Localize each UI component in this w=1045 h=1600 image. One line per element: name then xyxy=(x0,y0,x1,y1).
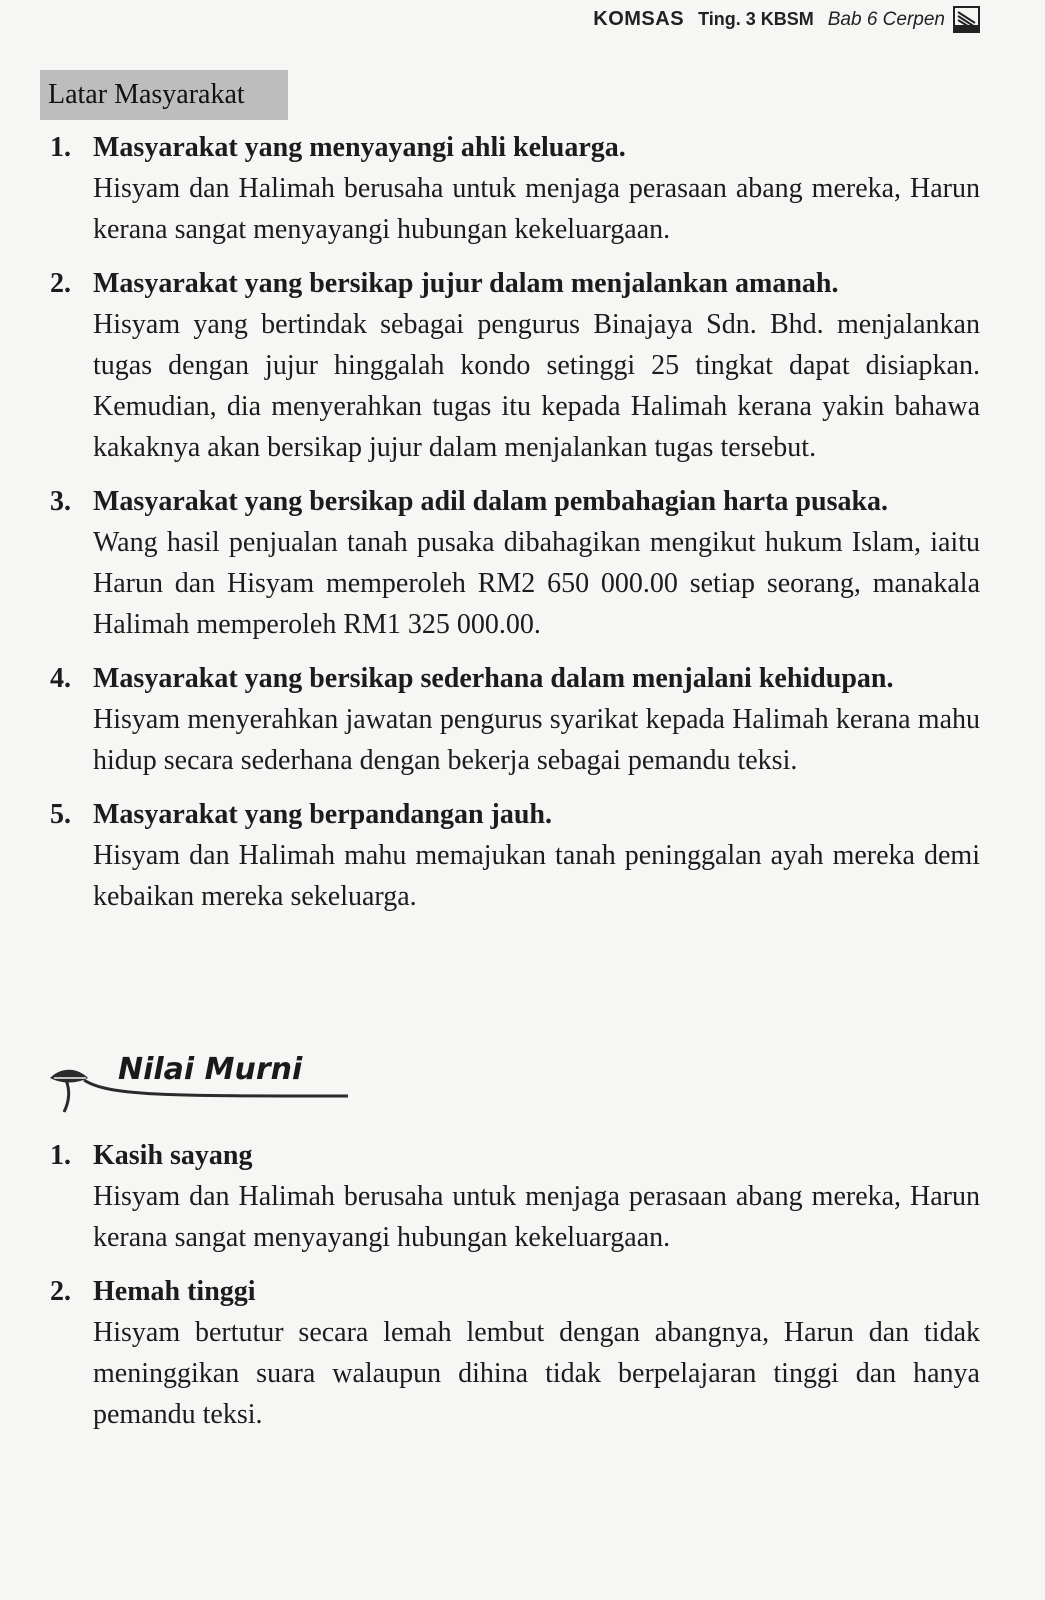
nilai-list xyxy=(50,1136,980,1435)
publisher-logo-icon xyxy=(953,6,980,33)
item-body: Hisyam menyerahkan jawatan pengurus syarikat kepada Halimah kerana mahu hidup secara sederhana dengan bekerja sebagai pemandu teksi. xyxy=(93,704,980,776)
list-item xyxy=(50,1272,980,1435)
publisher-logo-graphic xyxy=(955,8,978,31)
item-body: Wang hasil penjualan tanah pusaka dibahagikan mengikut hukum Islam, iaitu Harun dan Hisyam memperoleh RM2 650 000.00 setiap seorang, manakala Halimah memperoleh RM1 325 000.00. xyxy=(93,527,980,640)
list-item xyxy=(50,482,980,645)
latar-list xyxy=(50,128,980,917)
item-title: Masyarakat yang menyayangi ahli keluarga. xyxy=(93,132,626,163)
list-item xyxy=(50,795,980,917)
item-number: 2. xyxy=(50,1276,71,1307)
latar-masyarakat-heading: Latar Masyarakat xyxy=(40,70,288,120)
item-title: Masyarakat yang bersikap adil dalam pembahagian harta pusaka. xyxy=(93,486,889,517)
nilai-murni-title: Nilai Murni xyxy=(118,1052,303,1087)
item-title: Masyarakat yang bersikap jujur dalam menjalankan amanah. xyxy=(93,268,839,299)
item-body: Hisyam yang bertindak sebagai pengurus Binajaya Sdn. Bhd. menjalankan tugas dengan jujur hinggalah kondo setinggi 25 tingkat dapat disiapkan. Kemudian, dia menyerahkan tugas itu kepada Halimah kerana yakin bahawa kakaknya akan bersikap jujur dalam menjalankan tugas tersebut. xyxy=(93,309,980,463)
header-komsas: KOMSAS xyxy=(593,8,685,30)
item-title: Masyarakat yang berpandangan jauh. xyxy=(93,799,552,830)
list-item xyxy=(50,264,980,468)
item-title: Masyarakat yang bersikap sederhana dalam menjalani kehidupan. xyxy=(93,663,894,694)
item-number: 1. xyxy=(50,132,71,163)
item-number: 5. xyxy=(50,799,71,830)
header-level: Ting. 3 KBSM xyxy=(698,9,814,29)
item-number: 1. xyxy=(50,1140,71,1171)
item-body: Hisyam dan Halimah berusaha untuk menjaga perasaan abang mereka, Harun kerana sangat menyayangi hubungan kekeluargaan. xyxy=(93,1181,980,1253)
item-number: 2. xyxy=(50,268,71,299)
item-body: Hisyam dan Halimah berusaha untuk menjaga perasaan abang mereka, Harun kerana sangat menyayangi hubungan kekeluargaan. xyxy=(93,173,980,245)
item-body: Hisyam bertutur secara lemah lembut dengan abangnya, Harun dan tidak meninggikan suara walaupun dihina tidak berpelajaran tinggi dan hanya pemandu teksi. xyxy=(93,1317,980,1430)
page-header xyxy=(593,6,980,33)
header-chapter: Bab 6 Cerpen xyxy=(827,8,945,30)
item-body: Hisyam dan Halimah mahu memajukan tanah peninggalan ayah mereka demi kebaikan mereka sekeluarga. xyxy=(93,840,980,912)
list-item xyxy=(50,659,980,781)
nilai-murni-heading xyxy=(48,1050,358,1120)
list-item xyxy=(50,128,980,250)
item-number: 3. xyxy=(50,486,71,517)
list-item xyxy=(50,1136,980,1258)
item-title: Hemah tinggi xyxy=(93,1276,256,1307)
item-number: 4. xyxy=(50,663,71,694)
item-title: Kasih sayang xyxy=(93,1140,253,1171)
